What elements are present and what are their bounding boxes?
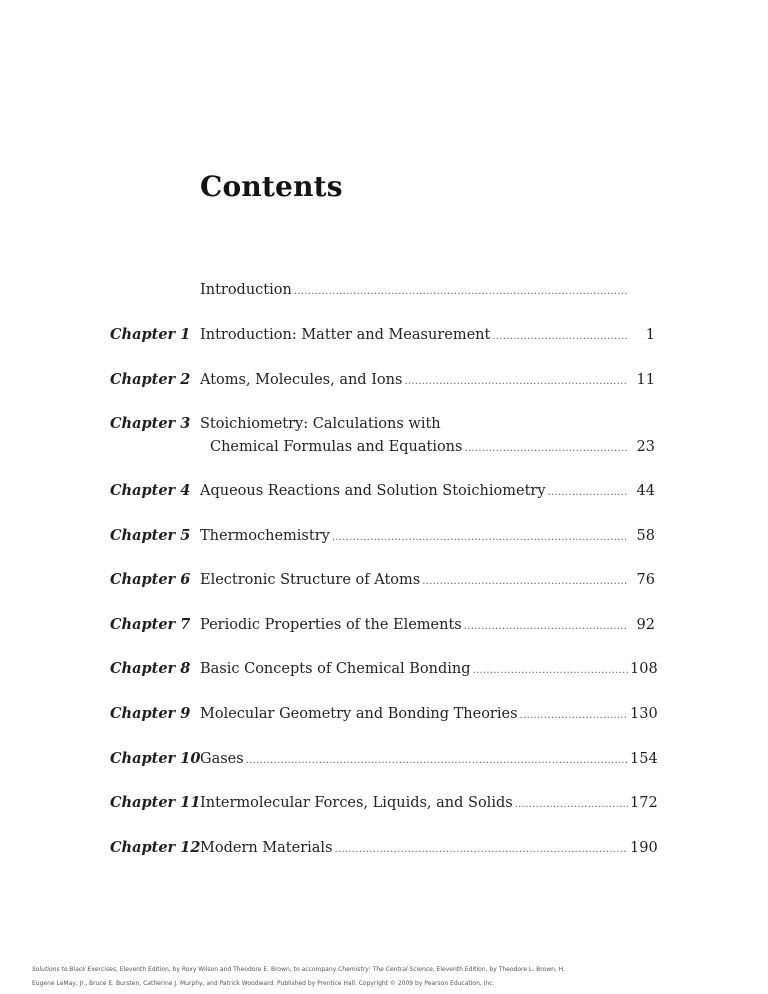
chapter-label: Chapter 10 — [110, 750, 201, 767]
page-number: 76 — [636, 572, 655, 588]
toc-entry-line — [200, 369, 628, 393]
page-number: 172 — [630, 795, 658, 811]
footer-line-2: Eugene LeMay, Jr., Bruce E. Bursten, Catherine J. Murphy, and Patrick Woodward. Published by Prentice Hall. Copyright © 2009 by Pearson Education, Inc. — [32, 980, 495, 987]
entry-title: Introduction: Matter and Measurement — [200, 327, 491, 343]
toc-entry-line — [200, 748, 628, 772]
dot-leader — [515, 794, 628, 816]
footer-text: , Eleventh Edition, by Roxy Wilson and Theodore E. Brown, to accompany — [115, 966, 339, 973]
page-number: 92 — [636, 617, 655, 633]
toc-entry-line — [200, 792, 628, 816]
page-number: 1 — [645, 327, 655, 343]
entry-title: Molecular Geometry and Bonding Theories — [200, 706, 518, 722]
chapter-label: Chapter 3 — [110, 415, 191, 432]
copyright-footer — [32, 963, 742, 991]
page-number: 11 — [636, 372, 655, 388]
toc-entry-line — [200, 837, 628, 861]
entry-title: Gases — [200, 751, 244, 767]
page-number: 190 — [630, 840, 658, 856]
chapter-label: Chapter 4 — [110, 482, 191, 499]
toc-entry-line — [200, 525, 628, 549]
dot-leader — [464, 438, 628, 460]
toc-entry-line — [200, 658, 628, 682]
toc-entry-line — [210, 436, 628, 460]
page-number: 130 — [630, 706, 658, 722]
footer-text: , Eleventh Edition, by Theodore L. Brown, H. — [432, 966, 566, 973]
page-number: 108 — [630, 661, 658, 677]
chapter-label: Chapter 9 — [110, 705, 191, 722]
footer-book-title: Solutions to Black Exercises — [32, 966, 116, 973]
page-number: 23 — [636, 439, 655, 455]
chapter-label: Chapter 11 — [110, 794, 201, 811]
chapter-label: Chapter 1 — [110, 326, 191, 343]
entry-title: Electronic Structure of Atoms — [200, 572, 421, 588]
dot-leader — [473, 660, 628, 682]
page-title: Contents — [200, 170, 343, 203]
dot-leader — [422, 571, 628, 593]
entry-title: Introduction — [200, 282, 292, 298]
dot-leader — [548, 482, 628, 504]
entry-title: Modern Materials — [200, 840, 333, 856]
entry-title: Thermochemistry — [200, 528, 330, 544]
chapter-label: Chapter 7 — [110, 616, 191, 633]
entry-title: Periodic Properties of the Elements — [200, 617, 462, 633]
footer-companion-title: Chemistry: The Central Science — [338, 966, 433, 973]
toc-entry-line — [200, 614, 628, 638]
page-number: 58 — [636, 528, 655, 544]
dot-leader — [335, 839, 628, 861]
dot-leader — [520, 705, 628, 727]
chapter-label: Chapter 8 — [110, 660, 191, 677]
footer-line-1 — [32, 963, 742, 977]
toc-entry-line — [200, 703, 628, 727]
chapter-label: Chapter 5 — [110, 527, 191, 544]
dot-leader — [404, 371, 628, 393]
entry-title: Basic Concepts of Chemical Bonding — [200, 661, 471, 677]
entry-title: Intermolecular Forces, Liquids, and Solids — [200, 795, 513, 811]
dot-leader — [332, 527, 628, 549]
dot-leader — [294, 281, 628, 303]
page-number: 154 — [630, 751, 658, 767]
chapter-label: Chapter 2 — [110, 371, 191, 388]
dot-leader — [464, 616, 628, 638]
entry-title: Aqueous Reactions and Solution Stoichiometry — [200, 483, 546, 499]
entry-title: Chemical Formulas and Equations — [210, 439, 463, 455]
toc-entry-line — [200, 279, 628, 303]
page-number: 44 — [636, 483, 655, 499]
toc-entry-line — [200, 480, 628, 504]
chapter-label: Chapter 12 — [110, 839, 201, 856]
dot-leader — [492, 326, 628, 348]
entry-title-line-1: Stoichiometry: Calculations with — [200, 416, 441, 432]
toc-entry-line — [200, 324, 628, 348]
toc-entry-line — [200, 569, 628, 593]
dot-leader — [246, 750, 628, 772]
chapter-label: Chapter 6 — [110, 571, 191, 588]
entry-title: Atoms, Molecules, and Ions — [200, 372, 403, 388]
